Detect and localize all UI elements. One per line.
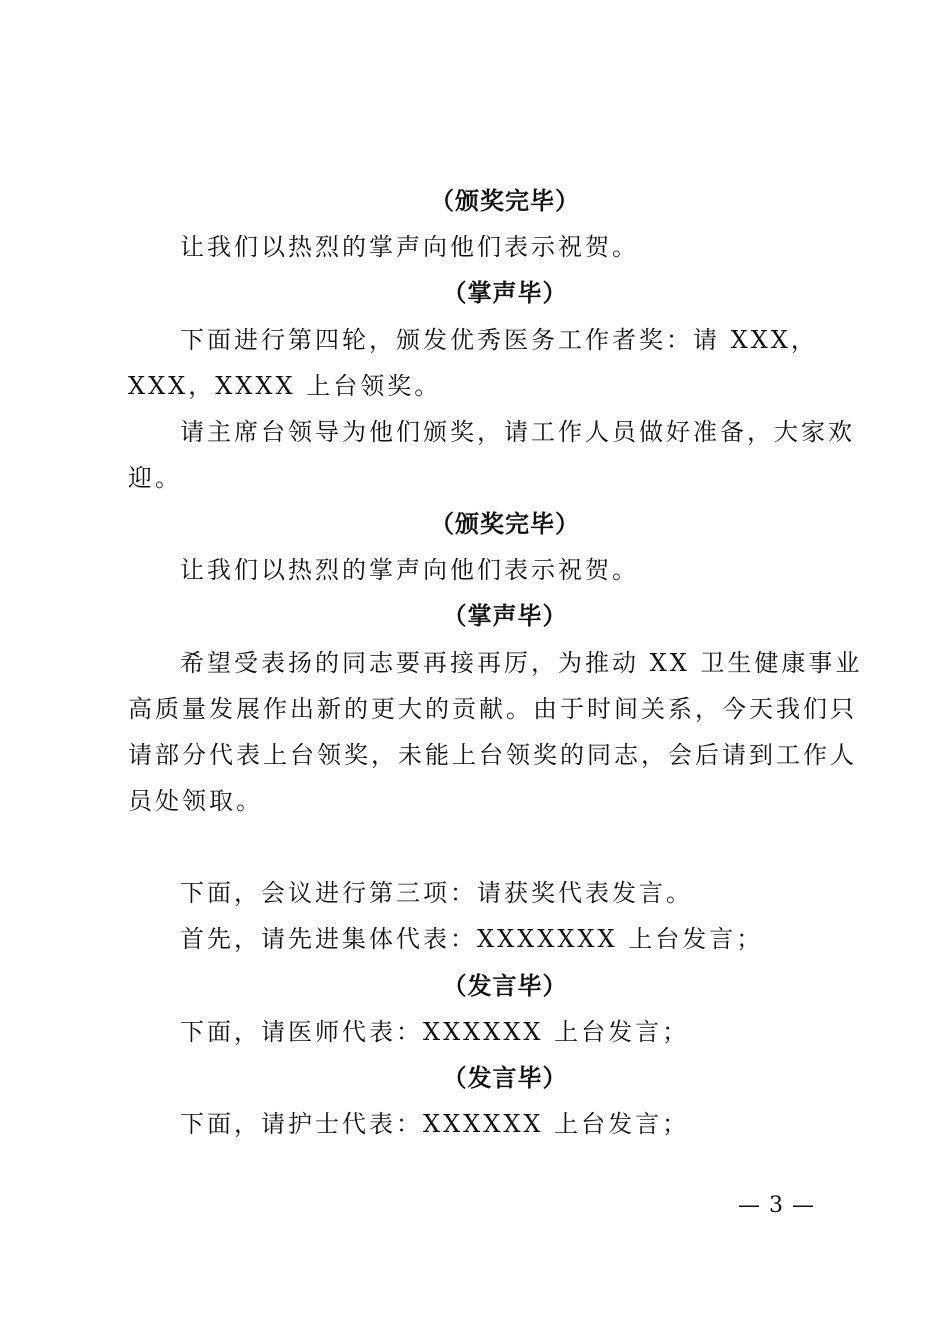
paragraph-leaders-line-2: 迎。 xyxy=(128,464,182,492)
page-number: — 3 — xyxy=(738,1193,815,1218)
paragraph-fourth-round-line-1: 下面进行第四轮，颁发优秀医务工作者奖：请 XXX， xyxy=(180,326,818,354)
paragraph-nurse-representative: 下面，请护士代表：XXXXXX 上台发言； xyxy=(180,1110,690,1138)
paragraph-hope-line-3: 请部分代表上台领奖，未能上台领奖的同志，会后请到工作人 xyxy=(128,741,857,769)
paragraph-collective-representative: 首先，请先进集体代表：XXXXXXX 上台发言； xyxy=(180,925,764,953)
stage-direction-applause-1: （掌声毕） xyxy=(442,278,568,307)
paragraph-fourth-round-line-2: XXX，XXXX 上台领奖。 xyxy=(128,372,442,400)
paragraph-hope-line-4: 员处领取。 xyxy=(128,787,263,815)
paragraph-applause-2: 让我们以热烈的掌声向他们表示祝贺。 xyxy=(180,556,639,584)
stage-direction-applause-2: （掌声毕） xyxy=(442,601,568,630)
paragraph-leaders-line-1: 请主席台领导为他们颁奖，请工作人员做好准备，大家欢 xyxy=(180,418,855,446)
stage-direction-award-finished-2: （颁奖完毕） xyxy=(430,509,580,538)
stage-direction-award-finished-1: （颁奖完毕） xyxy=(430,186,580,215)
paragraph-third-item: 下面，会议进行第三项：请获奖代表发言。 xyxy=(180,879,693,907)
paragraph-hope-line-2: 高质量发展作出新的更大的贡献。由于时间关系，今天我们只 xyxy=(128,695,857,723)
stage-direction-speech-finished-1: （发言毕） xyxy=(442,971,568,1000)
paragraph-applause-1: 让我们以热烈的掌声向他们表示祝贺。 xyxy=(180,233,639,261)
paragraph-hope-line-1: 希望受表扬的同志要再接再厉，为推动 XX 卫生健康事业 xyxy=(180,649,863,677)
stage-direction-speech-finished-2: （发言毕） xyxy=(442,1063,568,1092)
paragraph-doctor-representative: 下面，请医师代表：XXXXXX 上台发言； xyxy=(180,1018,690,1046)
